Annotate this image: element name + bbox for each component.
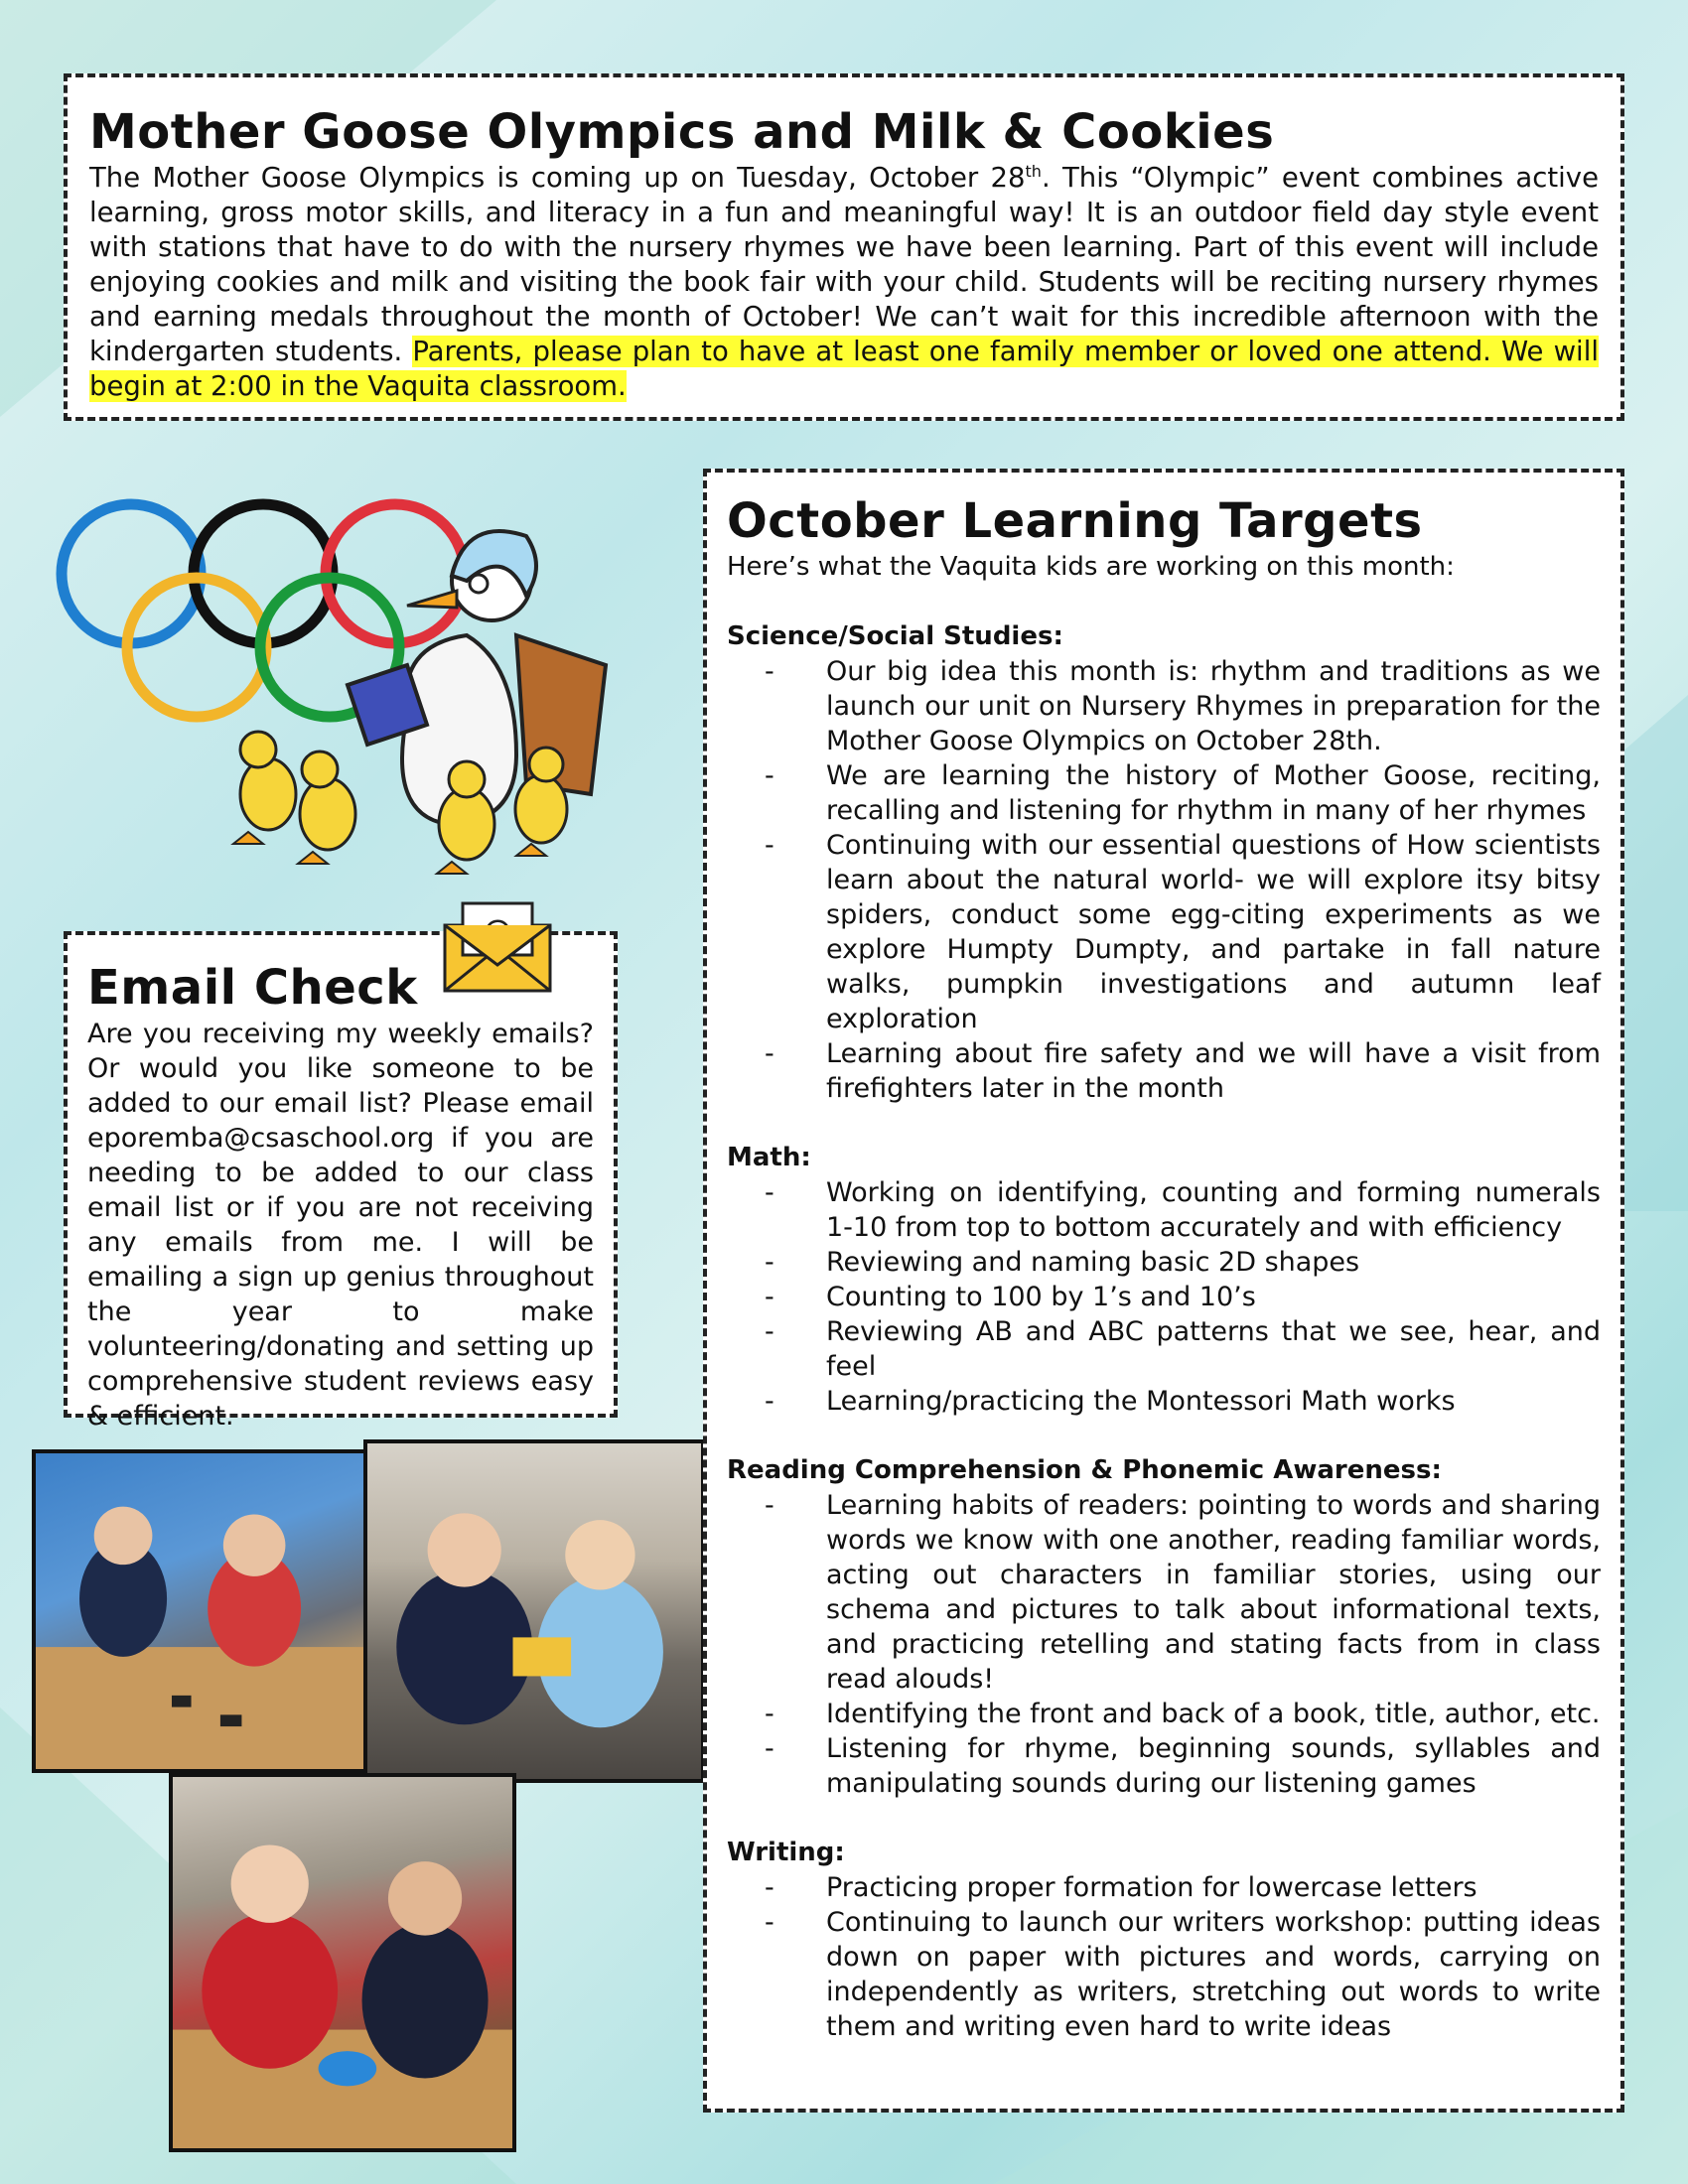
section-heading: Science/Social Studies:: [727, 621, 1063, 651]
olympics-body: [89, 161, 1599, 404]
list-item: - Continuing with our essential questions of How scientists learn about the natural world- we will explore itsy bitsy spiders, conduct some egg-citing experiments as we explore Humpty Dumpty, and partake in fall nature walks, pumpkin investigations and autumn leaf exploration: [727, 828, 1601, 1036]
list-item: - Reviewing AB and ABC patterns that we see, hear, and feel: [727, 1314, 1601, 1384]
learning-targets-box: [703, 469, 1624, 2113]
list-item: - Listening for rhyme, beginning sounds, syllables and manipulating sounds during our listening games: [727, 1731, 1601, 1801]
list-item: - Our big idea this month is: rhythm and traditions as we launch our unit on Nursery Rhymes in preparation for the Mother Goose Olympics on October 28th.: [727, 654, 1601, 758]
mother-goose-olympics-illustration: [50, 496, 626, 893]
classroom-photo-building: [32, 1449, 399, 1773]
olympics-highlight: Parents, please plan to have at least one family member or loved one attend. We will begin at 2:00 in the Vaquita classroom.: [89, 336, 1599, 402]
goose-beak: [407, 591, 457, 608]
gosling: [300, 778, 355, 850]
learning-targets-title: October Learning Targets: [727, 493, 1423, 549]
list-item: - Learning/practicing the Montessori Math works: [727, 1384, 1601, 1419]
list-item: - Counting to 100 by 1’s and 10’s: [727, 1280, 1601, 1314]
email-check-title: Email Check: [87, 960, 418, 1016]
list-item: - Learning about fire safety and we will have a visit from firefighters later in the month: [727, 1036, 1601, 1106]
section-heading: Reading Comprehension & Phonemic Awareness:: [727, 1455, 1442, 1485]
list-item: - Continuing to launch our writers workshop: putting ideas down on paper with pictures and words, carrying on independently as writers, stretching out words to write them and writing even hard to write ideas: [727, 1905, 1601, 2044]
classroom-photo-reading: [363, 1439, 705, 1783]
gosling: [302, 751, 338, 787]
olympics-title: Mother Goose Olympics and Milk & Cookies: [89, 104, 1275, 160]
list-item: - Learning habits of readers: pointing to words and sharing words we know with one another, reading familiar words, acting out characters in familiar stories, using our schema and pictures to talk about informational texts, and practicing retelling and stating facts from in class read alouds!: [727, 1488, 1601, 1697]
section-science: [727, 619, 1601, 1106]
gosling: [439, 788, 494, 860]
olympics-body-part2: . This “Olympic” event combines active learning, gross motor skills, and literacy in a fun and meaningful way! It is an outdoor field day style event with stations that have to do with the nursery rhymes we have been learning. Part of this event will include enjoying cookies and milk and visiting the book fair with your child. Students will be reciting nursery rhymes and earning medals throughout the month of October! We can’t wait for this incredible afternoon with the kindergarten students.: [89, 162, 1599, 367]
olympics-body-part1: The Mother Goose Olympics is coming up on Tuesday, October 28: [89, 162, 1026, 194]
gosling: [240, 758, 296, 830]
gosling: [449, 761, 485, 797]
section-reading: [727, 1453, 1601, 1801]
gosling-feet: [233, 832, 546, 874]
email-check-body: Are you receiving my weekly emails? Or would you like someone to be added to our email list? Please email eporemba@csaschool.org if you are needing to be added to our class email list or if you are not receiving any emails from me. I will be emailing a sign up genius throughout the year to make volunteering/donating and setting up comprehensive student reviews easy & efficient.: [87, 1019, 594, 1432]
learning-targets-intro: Here’s what the Vaquita kids are working on this month:: [727, 552, 1455, 582]
olympics-body-sup: th: [1025, 161, 1042, 181]
list-item: - Reviewing and naming basic 2D shapes: [727, 1245, 1601, 1280]
section-writing: [727, 1836, 1601, 2044]
list-item: - Practicing proper formation for lowercase letters: [727, 1870, 1601, 1905]
envelope-icon: [441, 897, 554, 995]
email-check-box: [64, 931, 618, 1432]
gosling: [529, 748, 563, 781]
section-heading: Writing:: [727, 1838, 845, 1867]
gosling: [515, 775, 567, 843]
gosling: [240, 732, 276, 767]
section-heading: Math:: [727, 1143, 811, 1172]
list-item: - Identifying the front and back of a book, title, author, etc.: [727, 1697, 1601, 1731]
list-item: - Working on identifying, counting and forming numerals 1-10 from top to bottom accurately and with efficiency: [727, 1175, 1601, 1245]
section-math: [727, 1141, 1601, 1419]
olympics-announcement-box: [64, 73, 1624, 421]
classroom-photo-playdough: [169, 1773, 516, 2152]
list-item: - We are learning the history of Mother Goose, reciting, recalling and listening for rhythm in many of her rhymes: [727, 758, 1601, 828]
